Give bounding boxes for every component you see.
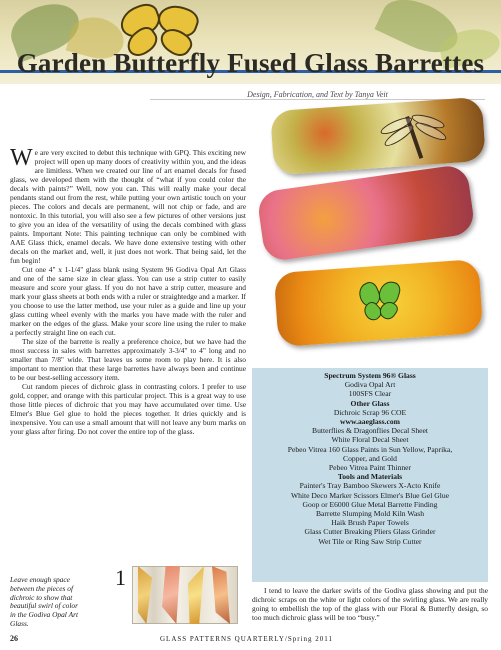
page-number: 26 bbox=[10, 634, 18, 643]
figure-caption: Leave enough space between the pieces of dichroic to show that beautiful swirl of color in the Godiva Opal Art Glass. bbox=[10, 575, 79, 628]
article-column-left bbox=[10, 145, 246, 436]
materials-item: Painter's Tray Bamboo Skewers X-Acto Knife bbox=[299, 481, 441, 491]
materials-item: White Floral Decal Sheet bbox=[331, 435, 409, 445]
materials-item: Godiva Opal Art bbox=[344, 380, 396, 390]
dropcap: W bbox=[10, 145, 33, 171]
byline: Design, Fabrication, and Text by Tanya Veit bbox=[247, 90, 388, 99]
barrette-photo-1 bbox=[270, 97, 486, 176]
materials-item: 100SFS Clear bbox=[348, 389, 392, 399]
materials-box bbox=[252, 368, 488, 582]
barrette-photo-2 bbox=[256, 164, 476, 263]
article-paragraph: Cut one 4" x 1-1/4" glass blank using System 96 Godiva Opal Art Glass and one of the same size in clear glass. You can use a strip cutter to easily measure and score your glass. If you do not have a strip cutter, measure and mark your glass sheets at both ends with a ruler or straightedge and a marker. If you choose to use the latter method, use your ruler as a guide and line up your glass cutting wheel evenly with the marks you have made with the ruler and marker on the edges of the glass. Make your score line using the ruler to make a perfectly straight line on each cut. bbox=[10, 265, 246, 337]
materials-item: Haik Brush Paper Towels bbox=[331, 518, 409, 528]
materials-item: Wet Tile or Ring Saw Strip Cutter bbox=[318, 536, 422, 546]
materials-item: Pebeo Vitrea Paint Thinner bbox=[328, 463, 412, 473]
barrettes-photo bbox=[252, 98, 487, 346]
article-paragraph: I tend to leave the darker swirls of the Godiva glass showing and put the dichroic scraps on the white or light colors of the swirling glass. We are really going to embellish the top of the glass with our Floral & Butterfly design, so too much dichroic glass will be too “busy.” bbox=[252, 586, 488, 622]
materials-heading: Other Glass bbox=[350, 398, 390, 408]
materials-item: White Deco Marker Scissors Elmer's Blue Gel Glue bbox=[290, 490, 450, 500]
page-title: Garden Butterfly Fused Glass Barrettes bbox=[16, 48, 485, 78]
materials-heading: Spectrum System 96® Glass bbox=[324, 371, 416, 380]
materials-item: Butterflies & Dragonflies Decal Sheet bbox=[312, 426, 428, 436]
article-paragraph: Cut random pieces of dichroic glass in contrasting colors. I prefer to use gold, copper, and orange with this particular project. This is a great way to use those little pieces of dichroic that you may have accumulated over time. Use Elmer's Blue Gel glue to hold the pieces together. It dries quickly and is inexpensive. You can use a small amount that will not leave any burn marks on your glass after firing. Do not cover the entire top of the glass. bbox=[10, 382, 246, 436]
materials-item: Dichroic Scrap 96 COE bbox=[333, 407, 407, 417]
materials-heading: Tools and Materials bbox=[337, 472, 403, 482]
materials-item: Barrette Slumping Mold Kiln Wash bbox=[315, 509, 425, 519]
materials-item: Goop or E6000 Glue Metal Barrette Finding bbox=[302, 499, 438, 509]
journal-footer: GLASS PATTERNS QUARTERLY/Spring 2011 bbox=[160, 635, 334, 643]
materials-item: Glass Cutter Breaking Pliers Glass Grinder bbox=[304, 527, 436, 537]
materials-item: Copper, and Gold bbox=[343, 453, 397, 463]
figure-number: 1 bbox=[115, 565, 126, 590]
article-paragraph: We are very excited to debut this technique with GPQ. This exciting new project will open up many doors of creativity within you, and the ideas are limitless. When we created our line of art enamel decals for fused glass, we developed them with the thought of “what if you could color the decals with paints?” Well, now you can. This will really make your decal pendants stand out from the rest, while putting your own artistic touch on your pieces. The colors and decals are permanent, will not chip or fade, and are nontoxic. In this tutorial, you will also see a few pictures of other versions just to give you an idea of the versatility of using the decals combined with glass paints. Important Note: This painting technique can only be combined with AAE Glass thick, enamel decals. We have done extensive testing with other decals on the market and, well, it just does not work. That being said, let the fun begin! bbox=[10, 145, 246, 265]
materials-heading: www.aaeglass.com bbox=[340, 417, 400, 427]
figure-1-photo bbox=[132, 566, 238, 624]
barrette-photo-3 bbox=[274, 259, 484, 347]
article-column-right-bottom bbox=[252, 586, 488, 622]
article-paragraph: The size of the barrette is really a preference choice, but we have had the most success in sales with barrettes approximately 3-3/4" to 4" long and no smaller than 7/8" wide. That leaves us some room to play here. It is also important to mention that these large barrettes have always been and continue to be our best-selling accessory item. bbox=[10, 337, 246, 382]
materials-item: Pebeo Vitrea 160 Glass Paints in Sun Yellow, Paprika, bbox=[287, 444, 453, 454]
